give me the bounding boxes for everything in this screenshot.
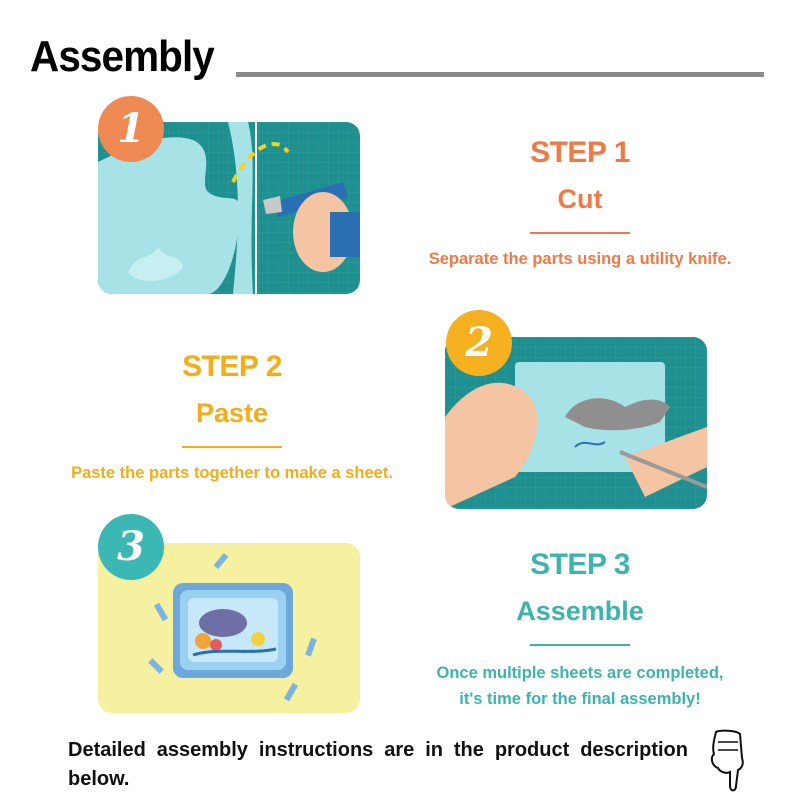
step2-divider [182,446,282,448]
step3-description-line1: Once multiple sheets are completed, [436,664,724,682]
step1-heading: STEP 1 [530,136,630,169]
title-divider [236,72,764,77]
step3-description-line2: it's time for the final assembly! [459,690,701,708]
footer-note: Detailed assembly instructions are in the product description below. [68,739,688,790]
step1-number-badge: 1 [98,96,164,162]
step2-heading: STEP 2 [182,350,282,383]
step3-heading: STEP 3 [530,548,630,581]
pointing-down-hand-icon [706,728,750,799]
step3-number-badge: 3 [98,514,164,580]
step1-description: Separate the parts using a utility knife. [428,250,732,268]
step1-divider [530,232,630,234]
step2-number-badge: 2 [446,310,512,376]
step2-description: Paste the parts together to make a sheet. [71,464,393,482]
step3-name: Assemble [516,596,644,626]
step2-name: Paste [195,398,269,428]
step3-divider [530,644,630,646]
page-title: Assembly [30,32,214,81]
step1-name: Cut [557,184,603,214]
